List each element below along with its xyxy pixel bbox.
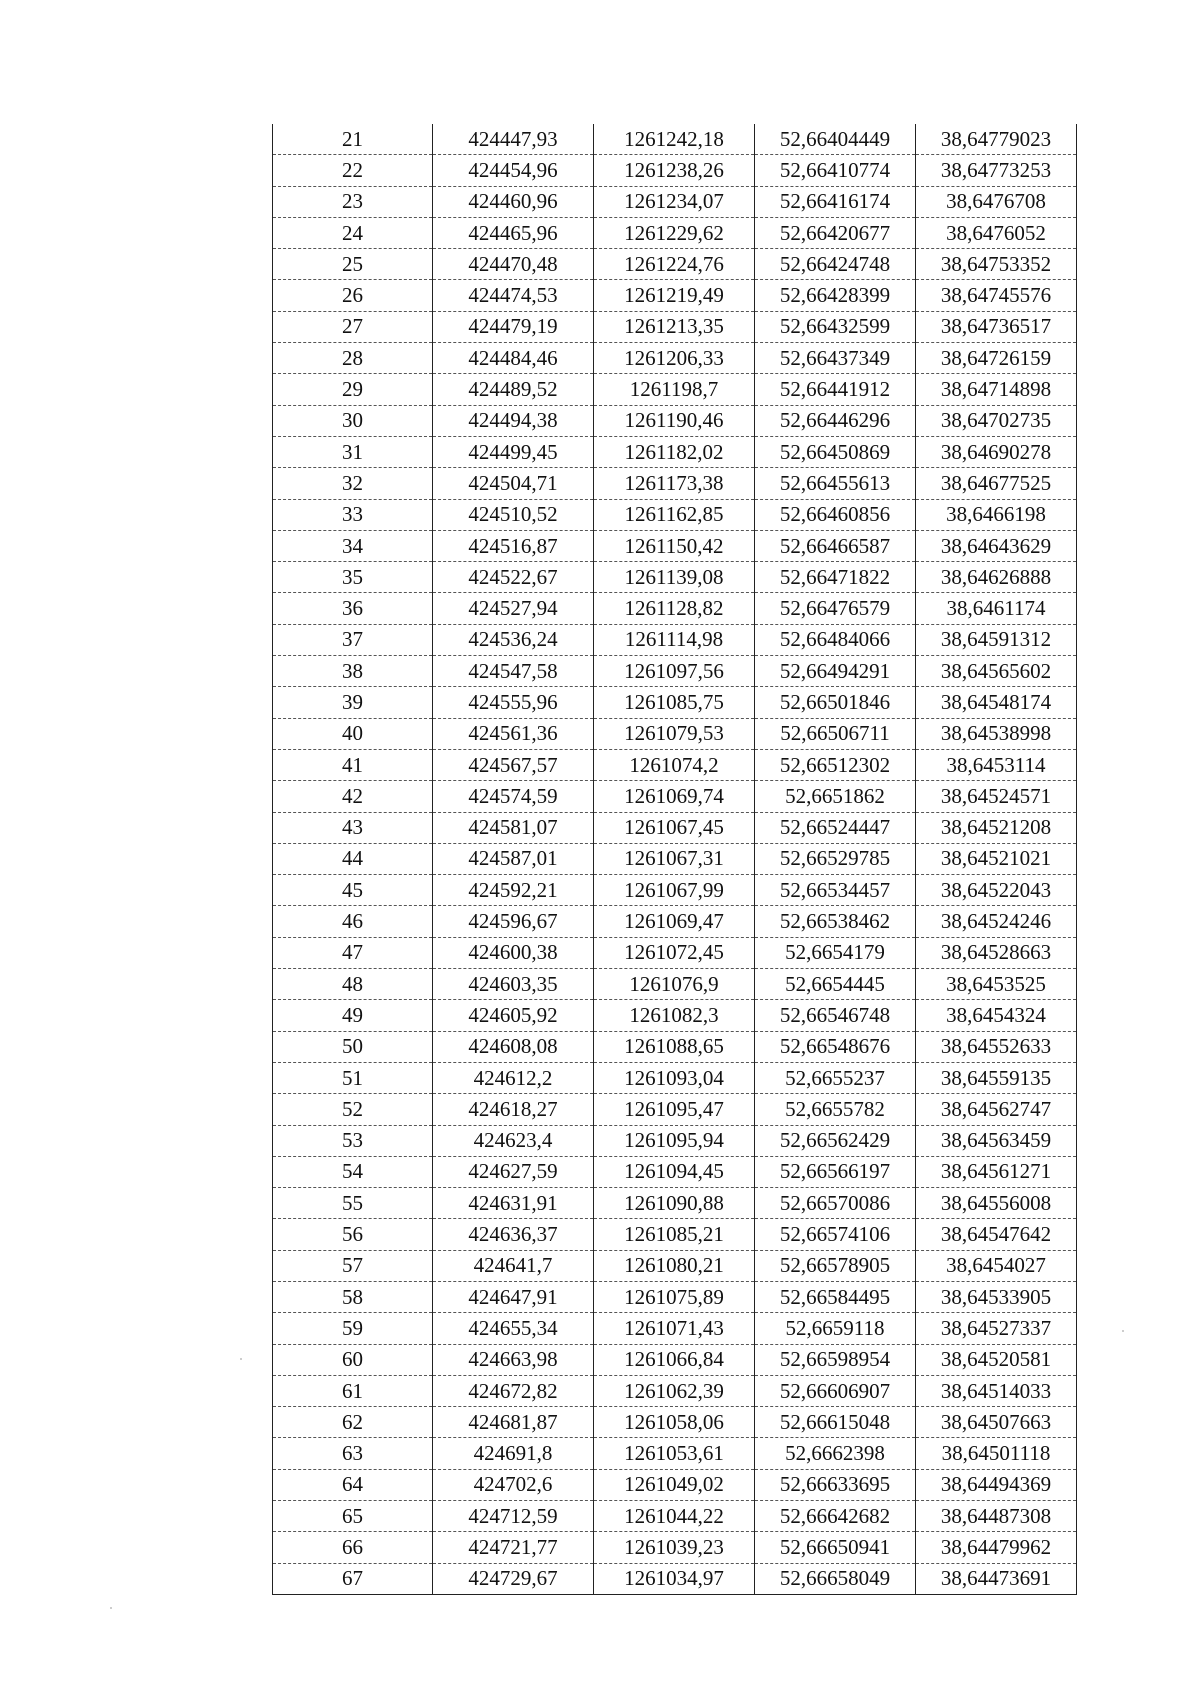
x-coordinate-cell: 424672,82 xyxy=(433,1375,594,1406)
longitude-cell: 38,64487308 xyxy=(916,1501,1077,1532)
point-number-cell: 31 xyxy=(273,436,433,467)
latitude-cell: 52,66416174 xyxy=(755,186,916,217)
y-coordinate-cell: 1261082,3 xyxy=(594,1000,755,1031)
latitude-cell: 52,66562429 xyxy=(755,1125,916,1156)
x-coordinate-cell: 424647,91 xyxy=(433,1281,594,1312)
latitude-cell: 52,66615048 xyxy=(755,1407,916,1438)
x-coordinate-cell: 424474,53 xyxy=(433,280,594,311)
longitude-cell: 38,64702735 xyxy=(916,405,1077,436)
x-coordinate-cell: 424494,38 xyxy=(433,405,594,436)
x-coordinate-cell: 424631,91 xyxy=(433,1188,594,1219)
latitude-cell: 52,6655782 xyxy=(755,1094,916,1125)
table-row xyxy=(273,436,1077,467)
longitude-cell: 38,64773253 xyxy=(916,155,1077,186)
x-coordinate-cell: 424636,37 xyxy=(433,1219,594,1250)
latitude-cell: 52,66450869 xyxy=(755,436,916,467)
y-coordinate-cell: 1261049,02 xyxy=(594,1469,755,1500)
longitude-cell: 38,64559135 xyxy=(916,1062,1077,1093)
x-coordinate-cell: 424522,67 xyxy=(433,562,594,593)
latitude-cell: 52,66650941 xyxy=(755,1532,916,1563)
table-row xyxy=(273,1156,1077,1187)
latitude-cell: 52,66642682 xyxy=(755,1501,916,1532)
longitude-cell: 38,64562747 xyxy=(916,1094,1077,1125)
point-number-cell: 26 xyxy=(273,280,433,311)
point-number-cell: 39 xyxy=(273,687,433,718)
latitude-cell: 52,66446296 xyxy=(755,405,916,436)
latitude-cell: 52,66566197 xyxy=(755,1156,916,1187)
point-number-cell: 41 xyxy=(273,749,433,780)
longitude-cell: 38,6466198 xyxy=(916,499,1077,530)
point-number-cell: 45 xyxy=(273,875,433,906)
y-coordinate-cell: 1261094,45 xyxy=(594,1156,755,1187)
table-row xyxy=(273,468,1077,499)
point-number-cell: 62 xyxy=(273,1407,433,1438)
x-coordinate-cell: 424655,34 xyxy=(433,1313,594,1344)
longitude-cell: 38,64522043 xyxy=(916,875,1077,906)
table-row xyxy=(273,1375,1077,1406)
table-row xyxy=(273,593,1077,624)
table-row xyxy=(273,1313,1077,1344)
y-coordinate-cell: 1261067,45 xyxy=(594,812,755,843)
point-number-cell: 38 xyxy=(273,656,433,687)
table-row xyxy=(273,1532,1077,1563)
y-coordinate-cell: 1261150,42 xyxy=(594,530,755,561)
table-row xyxy=(273,249,1077,280)
y-coordinate-cell: 1261075,89 xyxy=(594,1281,755,1312)
x-coordinate-cell: 424587,01 xyxy=(433,843,594,874)
y-coordinate-cell: 1261074,2 xyxy=(594,749,755,780)
y-coordinate-cell: 1261090,88 xyxy=(594,1188,755,1219)
x-coordinate-cell: 424479,19 xyxy=(433,311,594,342)
y-coordinate-cell: 1261229,62 xyxy=(594,217,755,248)
point-number-cell: 57 xyxy=(273,1250,433,1281)
longitude-cell: 38,64473691 xyxy=(916,1563,1077,1594)
table-row xyxy=(273,875,1077,906)
y-coordinate-cell: 1261219,49 xyxy=(594,280,755,311)
table-row xyxy=(273,1125,1077,1156)
point-number-cell: 28 xyxy=(273,343,433,374)
x-coordinate-cell: 424504,71 xyxy=(433,468,594,499)
latitude-cell: 52,66420677 xyxy=(755,217,916,248)
longitude-cell: 38,64538998 xyxy=(916,718,1077,749)
latitude-cell: 52,66455613 xyxy=(755,468,916,499)
x-coordinate-cell: 424702,6 xyxy=(433,1469,594,1500)
x-coordinate-cell: 424567,57 xyxy=(433,749,594,780)
table-row xyxy=(273,969,1077,1000)
table-row xyxy=(273,1062,1077,1093)
latitude-cell: 52,6654445 xyxy=(755,969,916,1000)
y-coordinate-cell: 1261162,85 xyxy=(594,499,755,530)
latitude-cell: 52,66484066 xyxy=(755,624,916,655)
latitude-cell: 52,6662398 xyxy=(755,1438,916,1469)
longitude-cell: 38,64547642 xyxy=(916,1219,1077,1250)
table-row xyxy=(273,562,1077,593)
latitude-cell: 52,66404449 xyxy=(755,124,916,155)
longitude-cell: 38,6476708 xyxy=(916,186,1077,217)
y-coordinate-cell: 1261224,76 xyxy=(594,249,755,280)
table-row xyxy=(273,374,1077,405)
table-row xyxy=(273,124,1077,155)
longitude-cell: 38,64501118 xyxy=(916,1438,1077,1469)
y-coordinate-cell: 1261242,18 xyxy=(594,124,755,155)
y-coordinate-cell: 1261062,39 xyxy=(594,1375,755,1406)
table-row xyxy=(273,343,1077,374)
point-number-cell: 56 xyxy=(273,1219,433,1250)
point-number-cell: 52 xyxy=(273,1094,433,1125)
x-coordinate-cell: 424527,94 xyxy=(433,593,594,624)
x-coordinate-cell: 424460,96 xyxy=(433,186,594,217)
table-row xyxy=(273,1469,1077,1500)
table-row xyxy=(273,1407,1077,1438)
latitude-cell: 52,66658049 xyxy=(755,1563,916,1594)
longitude-cell: 38,64565602 xyxy=(916,656,1077,687)
table-row xyxy=(273,749,1077,780)
latitude-cell: 52,66501846 xyxy=(755,687,916,718)
latitude-cell: 52,6655237 xyxy=(755,1062,916,1093)
point-number-cell: 33 xyxy=(273,499,433,530)
longitude-cell: 38,64753352 xyxy=(916,249,1077,280)
x-coordinate-cell: 424691,8 xyxy=(433,1438,594,1469)
latitude-cell: 52,66548676 xyxy=(755,1031,916,1062)
point-number-cell: 51 xyxy=(273,1062,433,1093)
y-coordinate-cell: 1261058,06 xyxy=(594,1407,755,1438)
table-row xyxy=(273,1281,1077,1312)
longitude-cell: 38,64527337 xyxy=(916,1313,1077,1344)
point-number-cell: 67 xyxy=(273,1563,433,1594)
point-number-cell: 66 xyxy=(273,1532,433,1563)
point-number-cell: 23 xyxy=(273,186,433,217)
latitude-cell: 52,6654179 xyxy=(755,937,916,968)
point-number-cell: 27 xyxy=(273,311,433,342)
x-coordinate-cell: 424600,38 xyxy=(433,937,594,968)
table-row xyxy=(273,1219,1077,1250)
latitude-cell: 52,66538462 xyxy=(755,906,916,937)
longitude-cell: 38,6454324 xyxy=(916,1000,1077,1031)
point-number-cell: 22 xyxy=(273,155,433,186)
latitude-cell: 52,6651862 xyxy=(755,781,916,812)
table-row xyxy=(273,781,1077,812)
table-row xyxy=(273,280,1077,311)
x-coordinate-cell: 424608,08 xyxy=(433,1031,594,1062)
table-row xyxy=(273,405,1077,436)
y-coordinate-cell: 1261088,65 xyxy=(594,1031,755,1062)
latitude-cell: 52,66494291 xyxy=(755,656,916,687)
point-number-cell: 58 xyxy=(273,1281,433,1312)
point-number-cell: 44 xyxy=(273,843,433,874)
table-row xyxy=(273,906,1077,937)
longitude-cell: 38,64556008 xyxy=(916,1188,1077,1219)
table-row xyxy=(273,1438,1077,1469)
longitude-cell: 38,64521021 xyxy=(916,843,1077,874)
longitude-cell: 38,6453114 xyxy=(916,749,1077,780)
point-number-cell: 47 xyxy=(273,937,433,968)
longitude-cell: 38,64714898 xyxy=(916,374,1077,405)
x-coordinate-cell: 424555,96 xyxy=(433,687,594,718)
point-number-cell: 49 xyxy=(273,1000,433,1031)
point-number-cell: 40 xyxy=(273,718,433,749)
table-row xyxy=(273,1031,1077,1062)
longitude-cell: 38,64479962 xyxy=(916,1532,1077,1563)
coordinates-table xyxy=(272,124,1077,1595)
longitude-cell: 38,64745576 xyxy=(916,280,1077,311)
x-coordinate-cell: 424489,52 xyxy=(433,374,594,405)
x-coordinate-cell: 424663,98 xyxy=(433,1344,594,1375)
y-coordinate-cell: 1261213,35 xyxy=(594,311,755,342)
x-coordinate-cell: 424454,96 xyxy=(433,155,594,186)
longitude-cell: 38,64520581 xyxy=(916,1344,1077,1375)
latitude-cell: 52,66578905 xyxy=(755,1250,916,1281)
x-coordinate-cell: 424574,59 xyxy=(433,781,594,812)
table-row xyxy=(273,687,1077,718)
table-row xyxy=(273,843,1077,874)
y-coordinate-cell: 1261044,22 xyxy=(594,1501,755,1532)
y-coordinate-cell: 1261066,84 xyxy=(594,1344,755,1375)
longitude-cell: 38,64548174 xyxy=(916,687,1077,718)
table-row xyxy=(273,1188,1077,1219)
longitude-cell: 38,64643629 xyxy=(916,530,1077,561)
latitude-cell: 52,66460856 xyxy=(755,499,916,530)
y-coordinate-cell: 1261069,74 xyxy=(594,781,755,812)
latitude-cell: 52,66476579 xyxy=(755,593,916,624)
table-row xyxy=(273,937,1077,968)
point-number-cell: 48 xyxy=(273,969,433,1000)
table-row xyxy=(273,1000,1077,1031)
latitude-cell: 52,66506711 xyxy=(755,718,916,749)
longitude-cell: 38,64514033 xyxy=(916,1375,1077,1406)
point-number-cell: 46 xyxy=(273,906,433,937)
latitude-cell: 52,66410774 xyxy=(755,155,916,186)
x-coordinate-cell: 424623,4 xyxy=(433,1125,594,1156)
latitude-cell: 52,66529785 xyxy=(755,843,916,874)
latitude-cell: 52,6659118 xyxy=(755,1313,916,1344)
point-number-cell: 43 xyxy=(273,812,433,843)
x-coordinate-cell: 424561,36 xyxy=(433,718,594,749)
table-row xyxy=(273,530,1077,561)
latitude-cell: 52,66428399 xyxy=(755,280,916,311)
x-coordinate-cell: 424721,77 xyxy=(433,1532,594,1563)
x-coordinate-cell: 424641,7 xyxy=(433,1250,594,1281)
longitude-cell: 38,64736517 xyxy=(916,311,1077,342)
x-coordinate-cell: 424484,46 xyxy=(433,343,594,374)
y-coordinate-cell: 1261076,9 xyxy=(594,969,755,1000)
point-number-cell: 32 xyxy=(273,468,433,499)
x-coordinate-cell: 424603,35 xyxy=(433,969,594,1000)
y-coordinate-cell: 1261053,61 xyxy=(594,1438,755,1469)
longitude-cell: 38,64779023 xyxy=(916,124,1077,155)
point-number-cell: 25 xyxy=(273,249,433,280)
longitude-cell: 38,64591312 xyxy=(916,624,1077,655)
table-row xyxy=(273,1563,1077,1594)
longitude-cell: 38,64494369 xyxy=(916,1469,1077,1500)
point-number-cell: 42 xyxy=(273,781,433,812)
point-number-cell: 54 xyxy=(273,1156,433,1187)
point-number-cell: 53 xyxy=(273,1125,433,1156)
coordinates-table-body xyxy=(273,124,1077,1594)
longitude-cell: 38,6461174 xyxy=(916,593,1077,624)
longitude-cell: 38,64552633 xyxy=(916,1031,1077,1062)
x-coordinate-cell: 424681,87 xyxy=(433,1407,594,1438)
scan-speck xyxy=(1122,1330,1124,1332)
point-number-cell: 30 xyxy=(273,405,433,436)
y-coordinate-cell: 1261095,94 xyxy=(594,1125,755,1156)
scan-speck xyxy=(240,1358,242,1360)
longitude-cell: 38,64561271 xyxy=(916,1156,1077,1187)
latitude-cell: 52,66574106 xyxy=(755,1219,916,1250)
latitude-cell: 52,66534457 xyxy=(755,875,916,906)
y-coordinate-cell: 1261039,23 xyxy=(594,1532,755,1563)
point-number-cell: 50 xyxy=(273,1031,433,1062)
point-number-cell: 64 xyxy=(273,1469,433,1500)
y-coordinate-cell: 1261095,47 xyxy=(594,1094,755,1125)
y-coordinate-cell: 1261206,33 xyxy=(594,343,755,374)
x-coordinate-cell: 424536,24 xyxy=(433,624,594,655)
y-coordinate-cell: 1261128,82 xyxy=(594,593,755,624)
y-coordinate-cell: 1261139,08 xyxy=(594,562,755,593)
table-row xyxy=(273,1250,1077,1281)
y-coordinate-cell: 1261190,46 xyxy=(594,405,755,436)
latitude-cell: 52,66424748 xyxy=(755,249,916,280)
table-row xyxy=(273,656,1077,687)
x-coordinate-cell: 424618,27 xyxy=(433,1094,594,1125)
x-coordinate-cell: 424547,58 xyxy=(433,656,594,687)
latitude-cell: 52,66546748 xyxy=(755,1000,916,1031)
table-row xyxy=(273,624,1077,655)
longitude-cell: 38,64524246 xyxy=(916,906,1077,937)
longitude-cell: 38,64524571 xyxy=(916,781,1077,812)
y-coordinate-cell: 1261085,21 xyxy=(594,1219,755,1250)
scan-speck xyxy=(110,1607,112,1609)
point-number-cell: 63 xyxy=(273,1438,433,1469)
x-coordinate-cell: 424465,96 xyxy=(433,217,594,248)
x-coordinate-cell: 424627,59 xyxy=(433,1156,594,1187)
table-row xyxy=(273,499,1077,530)
x-coordinate-cell: 424605,92 xyxy=(433,1000,594,1031)
latitude-cell: 52,66598954 xyxy=(755,1344,916,1375)
x-coordinate-cell: 424592,21 xyxy=(433,875,594,906)
y-coordinate-cell: 1261079,53 xyxy=(594,718,755,749)
point-number-cell: 24 xyxy=(273,217,433,248)
latitude-cell: 52,66512302 xyxy=(755,749,916,780)
longitude-cell: 38,64563459 xyxy=(916,1125,1077,1156)
latitude-cell: 52,66471822 xyxy=(755,562,916,593)
point-number-cell: 61 xyxy=(273,1375,433,1406)
latitude-cell: 52,66606907 xyxy=(755,1375,916,1406)
y-coordinate-cell: 1261097,56 xyxy=(594,656,755,687)
table-row xyxy=(273,1344,1077,1375)
longitude-cell: 38,64528663 xyxy=(916,937,1077,968)
longitude-cell: 38,6476052 xyxy=(916,217,1077,248)
latitude-cell: 52,66633695 xyxy=(755,1469,916,1500)
table-row xyxy=(273,1501,1077,1532)
y-coordinate-cell: 1261069,47 xyxy=(594,906,755,937)
table-row xyxy=(273,812,1077,843)
x-coordinate-cell: 424499,45 xyxy=(433,436,594,467)
y-coordinate-cell: 1261093,04 xyxy=(594,1062,755,1093)
point-number-cell: 21 xyxy=(273,124,433,155)
x-coordinate-cell: 424596,67 xyxy=(433,906,594,937)
point-number-cell: 60 xyxy=(273,1344,433,1375)
x-coordinate-cell: 424516,87 xyxy=(433,530,594,561)
y-coordinate-cell: 1261173,38 xyxy=(594,468,755,499)
longitude-cell: 38,64521208 xyxy=(916,812,1077,843)
x-coordinate-cell: 424447,93 xyxy=(433,124,594,155)
longitude-cell: 38,64626888 xyxy=(916,562,1077,593)
latitude-cell: 52,66441912 xyxy=(755,374,916,405)
longitude-cell: 38,6454027 xyxy=(916,1250,1077,1281)
x-coordinate-cell: 424712,59 xyxy=(433,1501,594,1532)
point-number-cell: 59 xyxy=(273,1313,433,1344)
table-row xyxy=(273,718,1077,749)
y-coordinate-cell: 1261238,26 xyxy=(594,155,755,186)
y-coordinate-cell: 1261114,98 xyxy=(594,624,755,655)
table-row xyxy=(273,1094,1077,1125)
latitude-cell: 52,66432599 xyxy=(755,311,916,342)
longitude-cell: 38,64507663 xyxy=(916,1407,1077,1438)
y-coordinate-cell: 1261067,31 xyxy=(594,843,755,874)
y-coordinate-cell: 1261182,02 xyxy=(594,436,755,467)
y-coordinate-cell: 1261034,97 xyxy=(594,1563,755,1594)
x-coordinate-cell: 424470,48 xyxy=(433,249,594,280)
x-coordinate-cell: 424612,2 xyxy=(433,1062,594,1093)
table-row xyxy=(273,186,1077,217)
point-number-cell: 29 xyxy=(273,374,433,405)
longitude-cell: 38,64677525 xyxy=(916,468,1077,499)
longitude-cell: 38,6453525 xyxy=(916,969,1077,1000)
table-row xyxy=(273,155,1077,186)
latitude-cell: 52,66466587 xyxy=(755,530,916,561)
point-number-cell: 65 xyxy=(273,1501,433,1532)
y-coordinate-cell: 1261234,07 xyxy=(594,186,755,217)
longitude-cell: 38,64726159 xyxy=(916,343,1077,374)
y-coordinate-cell: 1261072,45 xyxy=(594,937,755,968)
y-coordinate-cell: 1261071,43 xyxy=(594,1313,755,1344)
y-coordinate-cell: 1261198,7 xyxy=(594,374,755,405)
table-row xyxy=(273,217,1077,248)
table-row xyxy=(273,311,1077,342)
point-number-cell: 34 xyxy=(273,530,433,561)
latitude-cell: 52,66570086 xyxy=(755,1188,916,1219)
y-coordinate-cell: 1261067,99 xyxy=(594,875,755,906)
point-number-cell: 55 xyxy=(273,1188,433,1219)
x-coordinate-cell: 424581,07 xyxy=(433,812,594,843)
y-coordinate-cell: 1261085,75 xyxy=(594,687,755,718)
point-number-cell: 36 xyxy=(273,593,433,624)
latitude-cell: 52,66524447 xyxy=(755,812,916,843)
point-number-cell: 35 xyxy=(273,562,433,593)
longitude-cell: 38,64533905 xyxy=(916,1281,1077,1312)
y-coordinate-cell: 1261080,21 xyxy=(594,1250,755,1281)
latitude-cell: 52,66437349 xyxy=(755,343,916,374)
x-coordinate-cell: 424729,67 xyxy=(433,1563,594,1594)
longitude-cell: 38,64690278 xyxy=(916,436,1077,467)
x-coordinate-cell: 424510,52 xyxy=(433,499,594,530)
latitude-cell: 52,66584495 xyxy=(755,1281,916,1312)
point-number-cell: 37 xyxy=(273,624,433,655)
